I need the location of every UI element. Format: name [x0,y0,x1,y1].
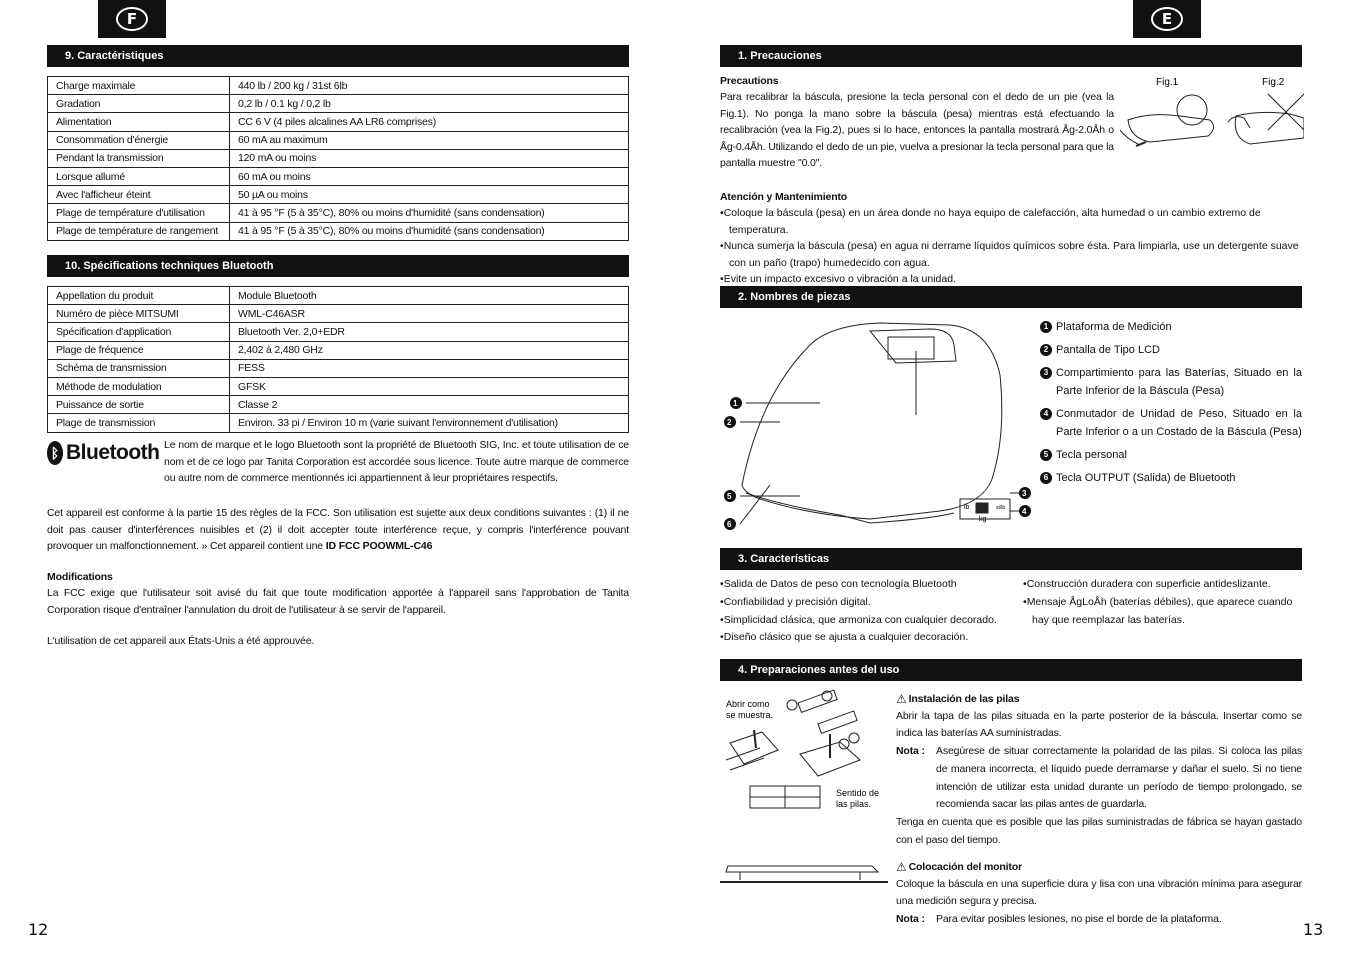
features-list-2 [1023,576,1302,629]
table-row [48,131,629,149]
bullet-icon: • [1023,595,1027,608]
bullet-item [720,576,1020,594]
spec-label: Pendant la transmission [48,149,230,167]
fcc-text: Cet appareil est conforme à la partie 15 des règles de la FCC. Son utilisation est sujette aux deux conditions suivantes : (1) il ne doit pas causer d'interférences nuisibles et (2) il doit accepter toute interférence reçue, y compris l'interférence pouvant provoquer un malfonctionnement. » Cet appareil contient une [47,507,629,552]
recalibration-figures [1120,72,1304,162]
callout-5: 5 [727,492,732,501]
spec-label: Lorsque allumé [48,167,230,185]
precautions-title: Precautions [720,75,779,87]
section-9-header: 9. Caractéristiques [47,45,629,67]
spec-value: 41 à 95 °F (5 à 35°C), 80% ou moins d'humidité (sans condensation) [230,204,629,222]
part-item [1040,364,1302,400]
bullet-text: Confiabilidad y precisión digital. [723,595,871,608]
monitor-placement-figure [720,858,888,888]
part-number-badge: 5 [1040,449,1052,461]
scale-edge [746,493,954,523]
language-code: E [1151,7,1183,31]
switch-lb-label: lb [964,504,970,511]
fig1-illustration [1120,95,1214,146]
fcc-statement [47,505,629,555]
part-label: Compartimiento para las Baterías, Situado en la Parte Inferior de la Báscula (Pesa) [1056,367,1302,397]
spec-value: 440 lb / 200 kg / 31st 6lb [230,77,629,95]
page-number-right: 13 [1303,920,1324,939]
bullet-icon: • [720,578,724,590]
table-row [48,204,629,222]
monitor-title-text: Colocación del monitor [908,861,1022,873]
section-2-header: 2. Nombres de piezas [720,286,1302,308]
callout-3: 3 [1022,489,1027,498]
part-number-badge: 4 [1040,408,1052,420]
bullet-text: Mensaje ÅgLoÅh (baterías débiles), que aparece cuando hay que reemplazar las baterías. [1026,595,1293,626]
features-list-1 [720,576,1020,647]
callout-2: 2 [727,418,732,427]
bullet-icon: • [720,631,724,644]
switch-st-label: st/lb [996,505,1006,511]
bluetooth-trademark-text: Le nom de marque et le logo Bluetooth sont la propriété de Bluetooth SIG, Inc. et toute utilisation de ce nom et de ce logo par Tanita Corporation est accordée sous licence. Toute autre marque de commerce ou autre nom de commerce mentionnés ici appartiennent à leur propriétaires respectifs. [164,439,629,484]
care-title: Atención y Mantenimiento [720,191,848,203]
bullet-item [720,205,1302,238]
part-number-badge: 6 [1040,472,1052,484]
bullet-text: Evite un impacto excesivo o vibración a la unidad. [723,273,956,285]
battery-install-block [896,691,1302,850]
spec-value: 60 mA au maximum [230,131,629,149]
fig-open-label-2: se muestra. [726,710,774,720]
spec-value: Classe 2 [230,396,629,414]
monitor-nota-text: Para evitar posibles lesiones, no pise el borde de la plataforma. [936,913,1222,926]
spec-value: CC 6 V (4 piles alcalines AA LR6 comprises) [230,113,629,131]
part-item [1040,341,1302,359]
bullet-item [720,629,1020,647]
lcd-screen [888,337,934,359]
warning-icon: ⚠ [896,692,907,706]
part-number-badge: 1 [1040,321,1052,333]
section-3-header: 3. Características [720,548,1302,570]
characteristics-table [47,76,629,241]
spec-label: Alimentation [48,113,230,131]
spec-label: Avec l'afficheur éteint [48,186,230,204]
table-row [48,222,629,240]
fig-open-label: Abrir como [726,699,770,709]
warning-icon: ⚠ [896,860,907,874]
bullet-item [720,238,1302,271]
bullet-item [720,612,1020,630]
spec-label: Numéro de pièce MITSUMI [48,305,230,323]
monitor-title [896,859,1302,876]
part-item [1040,446,1302,464]
callout-1: 1 [733,399,738,408]
bullet-item [720,594,1020,612]
table-row [48,359,629,377]
callout-4: 4 [1022,507,1027,516]
precautions-text: Para recalibrar la báscula, presione la tecla personal con el dedo de un pie (vea la Fig.1). No ponga la mano sobre la báscula (pesa) mientras está efectuando la recalibración (vea la Fig.2), pues si lo hace, entonces la pantalla mostrará Åg-2.0Åh o Åg-0.4Åh. Utilizando el dedo de un pie, vuelva a presionar la tecla personal para que la pantalla muestre "0.0". [720,91,1114,169]
fcc-id: ID FCC POOWML-C46 [325,540,433,552]
spec-label: Plage de température d'utilisation [48,204,230,222]
nota-label: Nota : [896,913,925,926]
spec-value: Environ. 33 pi / Environ 10 m (varie suivant l'environnement d'utilisation) [230,414,629,432]
spec-label: Gradation [48,95,230,113]
battery-title-text: Instalación de las pilas [908,693,1020,705]
lcd-housing [870,329,956,363]
part-item [1040,405,1302,441]
section-1-header: 1. Precauciones [720,45,1302,67]
table-row [48,95,629,113]
spec-value: Bluetooth Ver. 2,0+EDR [230,323,629,341]
spec-label: Charge maximale [48,77,230,95]
bullet-text: Coloque la báscula (pesa) en un área donde no haya equipo de calefacción, alta humedad o un cambio extremo de temperatura. [723,207,1261,236]
bullet-icon: • [720,595,724,608]
bullet-item [1023,594,1302,630]
parts-list [1040,318,1302,492]
spec-value: WML-C46ASR [230,305,629,323]
spec-label: Schéma de transmission [48,359,230,377]
fig2-label: Fig.2 [1262,77,1285,88]
page-right [676,0,1351,954]
language-tab-spanish [1133,0,1201,38]
battery-text-2: Tenga en cuenta que es posible que las pilas suministradas de fábrica se hayan gastado con el paso del tiempo. [896,816,1302,847]
spec-value: 60 mA ou moins [230,167,629,185]
spec-value: 41 à 95 °F (5 à 35°C), 80% ou moins d'humidité (sans condensation) [230,222,629,240]
spec-value: 2,402 à 2,480 GHz [230,341,629,359]
part-number-badge: 3 [1040,367,1052,379]
table-row [48,414,629,432]
bullet-icon: • [720,240,724,252]
bullet-text: Simplicidad clásica, que armoniza con cualquier decorado. [723,613,997,626]
modifications-text: La FCC exige que l'utilisateur soit avisé du fait que toute modification apportée à l'appareil sans l'approbation de Tanita Corporation risque d'entraîner l'annulation du droit de l'utilisateur à se servir de l'appareil. [47,587,629,616]
fig1-label: Fig.1 [1156,77,1179,88]
bluetooth-logo [47,441,159,465]
bluetooth-icon: ᛒ [47,441,63,465]
part-number-badge: 2 [1040,344,1052,356]
bullet-icon: • [720,613,724,626]
bullet-icon: • [1023,578,1027,590]
part-label: Plataforma de Medición [1056,321,1172,333]
scale-parts-diagram [720,315,1032,533]
table-row [48,149,629,167]
spec-label: Consommation d'énergie [48,131,230,149]
spec-value: GFSK [230,377,629,395]
spec-value: 120 mA ou moins [230,149,629,167]
monitor-text: Coloque la báscula en una superficie dura y lisa con una vibración mínima para asegurar una medición segura y precisa. [896,877,1302,908]
table-row [48,186,629,204]
scale-platform-outline [742,323,1002,519]
care-list [720,205,1302,288]
section-10-header: 10. Spécifications techniques Bluetooth [47,255,629,277]
fig-direction-label-2: las pilas. [836,799,872,809]
battery-text: Abrir la tapa de las pilas situada en la parte posterior de la báscula. Insertar como se indica las baterías AA suministradas. [896,709,1302,740]
spec-value: 50 µA ou moins [230,186,629,204]
part-label: Conmutador de Unidad de Peso, Situado en la Parte Inferior o a un Costado de la Báscula (Pesa) [1056,408,1302,438]
bullet-text: Construcción duradera con superficie antideslizante. [1026,578,1271,590]
spec-label: Appellation du produit [48,287,230,305]
modifications-title: Modifications [47,571,113,583]
monitor-nota [896,911,1302,929]
part-item [1040,469,1302,487]
part-item [1040,318,1302,336]
table-row [48,341,629,359]
spec-value: Module Bluetooth [230,287,629,305]
spec-label: Puissance de sortie [48,396,230,414]
battery-nota [896,743,1302,814]
monitor-block [896,859,1302,929]
fig-direction-label: Sentido de [836,788,880,798]
callout-6: 6 [727,520,732,529]
section-4-header: 4. Preparaciones antes del uso [720,659,1302,681]
spec-label: Spécification d'application [48,323,230,341]
table-row [48,167,629,185]
spec-value: 0,2 lb / 0.1 kg / 0,2 lb [230,95,629,113]
table-row [48,77,629,95]
spec-label: Méthode de modulation [48,377,230,395]
part-label: Tecla personal [1056,449,1127,461]
spec-label: Plage de fréquence [48,341,230,359]
language-tab-french [98,0,166,38]
table-row [48,323,629,341]
language-code: F [116,7,148,31]
switch-kg-label: kg [979,516,987,523]
part-label: Pantalla de Tipo LCD [1056,344,1160,356]
table-row [48,377,629,395]
battery-install-figure [720,688,890,818]
nota-label: Nota : [896,745,925,758]
spec-label: Plage de température de rangement [48,222,230,240]
part-label: Tecla OUTPUT (Salida) de Bluetooth [1056,472,1236,484]
table-row [48,113,629,131]
spec-value: FESS [230,359,629,377]
bluetooth-wordmark: Bluetooth [66,441,160,464]
bullet-icon: • [720,273,724,285]
bullet-text: Diseño clásico que se ajusta a cualquier decoración. [723,631,969,644]
battery-title [896,691,1302,708]
table-row [48,396,629,414]
spec-label: Plage de transmission [48,414,230,432]
bullet-item [1023,576,1302,594]
table-row [48,305,629,323]
bluetooth-spec-table [47,286,629,433]
fig2-illustration [1228,94,1304,144]
battery-nota-text: Asegúrese de situar correctamente la polaridad de las pilas. Si coloca las pilas de manera incorrecta, el líquido puede derramarse y dañar el suelo. Si no tiene intención de utilizar esta unidad durante un período de tiempo prolongado, se recomienda sacar las pilas antes de guardarla. [936,745,1302,811]
bullet-text: Nunca sumerja la báscula (pesa) en agua ni derrame líquidos químicos sobre ésta. Para limpiarla, use un detergente suave con un paño (trapo) humedecido con agua. [723,240,1299,269]
bullet-text: Salida de Datos de peso con tecnología Bluetooth [723,578,957,590]
usa-approval-text: L'utilisation de cet appareil aux États-Unis a été approuvée. [47,635,315,647]
table-row [48,287,629,305]
bullet-icon: • [720,207,724,219]
page-number-left: 12 [28,920,49,939]
